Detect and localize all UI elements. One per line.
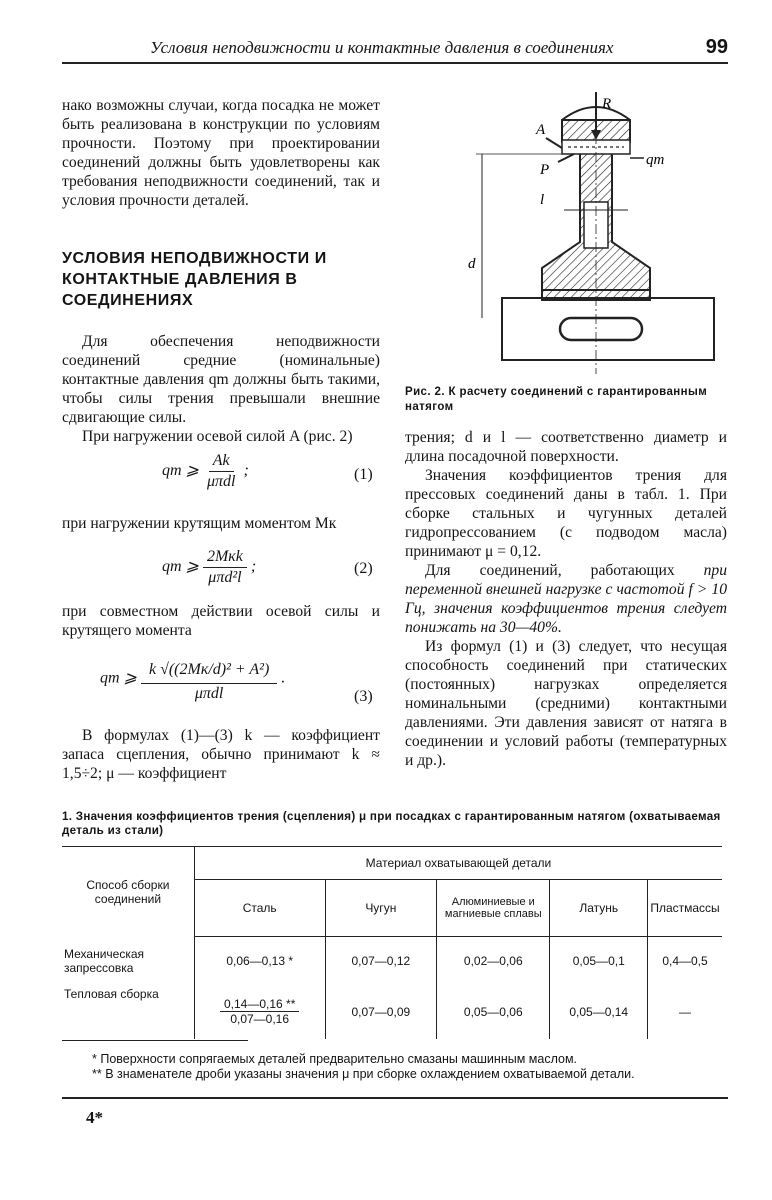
table-cell-fraction <box>194 985 325 1039</box>
formula-1-lhs: qm ⩾ <box>162 462 199 480</box>
table-cell: 0,07—0,09 <box>325 985 437 1039</box>
formula-1-numerator: Ak <box>209 452 234 472</box>
footnotes <box>62 1052 726 1082</box>
formula-2-lhs: qm ⩾ <box>162 558 199 576</box>
label-d: d <box>468 256 476 272</box>
table-cell-method: Механическая запрессовка <box>64 946 145 975</box>
table-cell: 0,4—0,5 <box>648 937 723 985</box>
table-header-steel: Сталь <box>194 880 325 937</box>
paragraph-4: при совместном действии осевой силы и крутящего момента <box>62 603 380 639</box>
label-p: P <box>540 162 550 178</box>
table-cell: 0,06—0,13 * <box>194 937 325 985</box>
formula-2-denominator: μπd²l <box>208 569 242 586</box>
footnote-1: * Поверхности сопрягаемых деталей предварительно смазаны машинным маслом. <box>92 1052 578 1066</box>
right-paragraph-3 <box>405 561 727 637</box>
paragraph-5: В формулах (1)—(3) k — коэффициент запаса сцепления, обычно принимают k ≈ 1,5÷2; μ — коэффициент <box>62 727 380 782</box>
table-header-aluminium: Алюминиевые и магниевые сплавы <box>437 880 550 937</box>
force-p-arrow <box>558 154 574 162</box>
friction-table <box>62 846 722 1039</box>
table-row <box>62 985 722 1039</box>
formula-3-lhs: qm ⩾ <box>100 669 137 687</box>
section-heading: УСЛОВИЯ НЕПОДВИЖНОСТИ И КОНТАКТНЫЕ ДАВЛЕНИЯ В СОЕДИНЕНИЯХ <box>62 250 327 309</box>
table-cell: 0,02—0,06 <box>437 937 550 985</box>
right-paragraph-4: Из формул (1) и (3) следует, что несущая способность соединений при статических (постоянных) нагрузках определяется номинальными (средними) контактными давлениями. Эти давления зависят от натяга в соединении и условий работы (температурных и др.). <box>405 638 727 769</box>
hub-shaft-drawing <box>462 92 727 377</box>
right-column-body <box>405 428 727 770</box>
formula-3-denominator: μπdl <box>194 685 224 702</box>
header-rule <box>62 62 728 64</box>
formula-1 <box>162 452 249 491</box>
formula-2-fraction <box>203 548 247 587</box>
force-a-arrow <box>546 138 562 148</box>
running-header: Условия неподвижности и контактные давления в соединениях <box>150 38 614 57</box>
right-paragraph-3-italic: при переменной внешней нагрузке с частотой f > 10 Гц, значения коэффициентов трения следует понижать на 30—40%. <box>405 562 727 636</box>
formula-3-numerator: k √((2Mк/d)² + A²) <box>141 655 277 684</box>
table-cell: 0,07—0,12 <box>325 937 437 985</box>
label-r: R <box>602 96 612 112</box>
table-header-row <box>62 847 722 880</box>
formula-2-numerator: 2Mкk <box>203 548 247 568</box>
formula-2 <box>162 548 256 587</box>
paragraph-3: при нагружении крутящим моментом Mк <box>62 515 337 532</box>
page-number: 99 <box>705 36 728 58</box>
right-paragraph-1: трения; d и l — соответственно диаметр и длина посадочной поверхности. <box>405 429 727 465</box>
paragraph-2: При нагружении осевой силой A (рис. 2) <box>82 428 353 445</box>
table-header-brass: Латунь <box>550 880 648 937</box>
signature-mark: 4* <box>86 1108 103 1127</box>
formula-3-fraction <box>141 655 277 703</box>
label-qm: qm <box>646 152 665 168</box>
formula-1-denominator: μπdl <box>206 473 236 490</box>
lead-paragraph: нако возможны случаи, когда посадка не может быть реализована в конструкции по условиям прочности. Поэтому при проектировании соединений должны быть удовлетворены как требования неподвижности соединений, так и условия прочности деталей. <box>62 97 380 209</box>
table-cell-method: Тепловая сборка <box>64 986 159 1001</box>
figure-2 <box>462 92 727 382</box>
table-row <box>62 937 722 985</box>
label-l: l <box>540 192 545 208</box>
formula-3-tail: . <box>281 669 286 687</box>
right-paragraph-3-lead: Для соединений, работающих <box>425 562 704 579</box>
figure-caption: Рис. 2. К расчету соединений с гарантированным натягом <box>405 386 708 413</box>
formula-1-tail: ; <box>243 462 249 480</box>
left-column-body <box>62 332 380 446</box>
formula-3-number: (3) <box>354 688 373 705</box>
table-header-cast-iron: Чугун <box>325 880 437 937</box>
formula-2-tail: ; <box>250 558 257 576</box>
footnote-2: ** В знаменателе дроби указаны значения μ при сборке охлаждением охватываемой детали. <box>92 1067 635 1081</box>
keyway <box>560 318 642 340</box>
table-caption: 1. Значения коэффициентов трения (сцепления) μ при посадках с гарантированным натягом (охватываемая деталь из стали) <box>62 810 721 837</box>
table-cell: 0,05—0,14 <box>550 985 648 1039</box>
table-header-plastics: Пластмассы <box>648 880 723 937</box>
formula-1-fraction <box>203 452 240 491</box>
bottom-rule <box>62 1097 728 1099</box>
table-cell-fraction-den: 0,07—0,16 <box>230 1012 290 1026</box>
table-cell: 0,05—0,1 <box>550 937 648 985</box>
table-cell: 0,05—0,06 <box>437 985 550 1039</box>
formula-2-number: (2) <box>354 560 373 577</box>
table-header-group: Материал охватывающей детали <box>194 847 722 880</box>
formula-1-number: (1) <box>354 466 373 483</box>
table-header-method: Способ сборки соединений <box>62 847 194 937</box>
footnote-rule <box>62 1040 248 1041</box>
table-cell-fraction-num: 0,14—0,16 ** <box>220 997 299 1012</box>
table-cell: — <box>648 985 723 1039</box>
paragraph-1: Для обеспечения неподвижности соединений средние (номинальные) контактные давления qm должны быть такими, чтобы силы трения превышали внешние сдвигающие силы. <box>62 333 380 426</box>
formula-3 <box>100 655 285 703</box>
right-paragraph-2: Значения коэффициентов трения для прессовых соединений даны в табл. 1. При сборке стальных и чугунных деталей гидропрессованием (с подводом масла) принимают μ = 0,12. <box>405 467 727 560</box>
label-a: A <box>536 122 546 138</box>
